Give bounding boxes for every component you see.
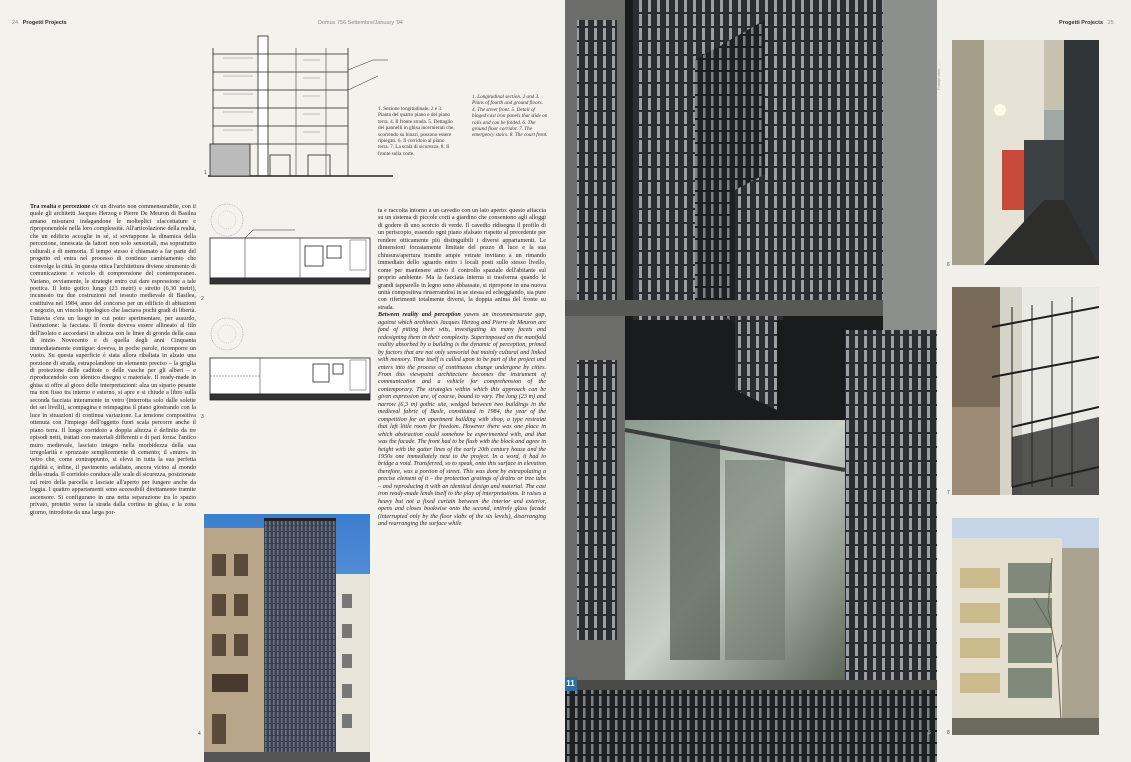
- right-page: [565, 0, 1131, 762]
- col1-lead: Tra realtà e percezione: [30, 204, 91, 210]
- right-page-number: 25: [1107, 20, 1114, 26]
- fourth-floor-plan: [205, 200, 375, 306]
- figure-number-1: 1: [204, 170, 207, 176]
- cast-iron-panels-photo: [565, 0, 937, 762]
- left-section-label: Progetti Projects: [22, 20, 67, 26]
- col2-english-text: yawns an incommensurate gap, against which architects Jacques Herzog and Pierre de Meuron are fond of pitting their wits, investigating its many facets and redesigning them in their complexity. Superimposed on the manifold reality absorbed by a building is the dynamic of perception, primed by factors that are not only sensorial but mainly cultural and linked with memory. Time itself is called upon to be part of the project and enters into the process of continuous change undergone by cities. From this viewpoint architecture becomes the instrument of communication and a vehicle for comprehension of the contemporary. The strategies within which this approach can be given expression are, of course, bound to vary. The long (23 m) and narrow (6,3 m) gothic site, wedged between two buildings in the medieval fabric of Basle, constituted in 1984, the year of the competition for an apartment building with shop, a type restraint that left little room for freedom. However there was one place in which abstraction could somehow be experimented with, and that was the facade. The front had to be flush with the block and agree in height with the gutter lines of the early 20th century house and the 1950s one immediately next to the project. In a word, it had to bridge a void. Transferred, so to speak, onto this surface in elevation therefore, was a portion of street. This was done by extrapolating a precise element of it – the protection gratings of drains or tree tubs – and reproducing it with an identical design and material. The cast iron ready-made lends itself to the play of interpretations. It raises a heavy but not a fixed curtain between the interior and exterior, opens and closes bookwise onto the second, entirely glass facade (interrupted only by the floor slabs of the six levels), disarranging and rearranging the surface while: [378, 312, 546, 528]
- body-column-2: [378, 208, 546, 756]
- ground-floor-corridor-photo: [952, 40, 1099, 265]
- right-section-label: Progetti Projects: [1059, 20, 1104, 26]
- body-column-1: [30, 204, 196, 756]
- col2-italian-text: ta e raccolta intorno a un cavedio con un lato aperto: questo affaccia su un sistema di piccole corti a giardino che consentono agli alloggi di godere di uno scorcio di verde. Il cavedio ridisegna il profilo di un periscopio, essendo ogni piano sfalsato rispetto al precedente per rendere otticamente più distinguibili i diversi appartamenti. Le dimensioni forzatamente limitate del pozzo di luce e la sua chiusura/apertura tramite ampie vetrate invitano a un rimando immediato dello sguardo entro i locali posti sullo stesso livello, come per mantenere attivo il controllo spaziale dell'abitante sul proprio ambiente. Ma la facciata interna si trasforma quando le grandi tapparelle in legno sono abbassate, si ripropone in una nuova unità compositiva rinserrandosi in se stessa ed echeggiando, sia pure con riferimenti totalmente diversi, la doppia anima del fronte su strada.: [378, 208, 546, 311]
- emergency-stairs-photo: [952, 287, 1099, 495]
- col1-text: c'è un divario non commensurabile, con il quale gli architetti Jacques Herzog e Pierre De Meuron di Basilea amano misurarsi indagandone le molteplici sfaccettature e riproponendole nella loro complessità. All'articolazione della realtà, che un edificio accoglie in sé, si sovrappone la dinamica della percezione, innescata da fattori non solo sensoriali, ma soprattutto culturali e di memoria. Il tempo stesso è chiamato a far parte del progetto ed entra nel processo di continuo cambiamento che coinvolge la città. In questa ottica l'architettura diviene strumento di comunicazione e veicolo di comprensione del contemporaneo. Variano, ovviamente, le strategie entro cui dare espressione a tale poetica. Il lotto gotico lungo (23 metri) e stretto (6,30 metri), incuneato tra due costruzioni nel tessuto medievale di Basilea, costituiva nel 1984, anno del concorso per un edificio di abitazioni e negozio, un vincolo tipologico che lasciava pochi gradi di libertà. Tuttavia c'era un luogo in cui poter sperimentare, per assurdo, l'astrazione: la facciata. Il fronte doveva essere allineato al filo dell'isolato e accordarsi in altezza con le linee di gronda della casa di inizio Novecento e di quella degli anni Cinquanta immediatamente contigue: doveva, in poche parole, ricomporre un vuoto. Su questa superficie è stata allora ribaltata in alzato una porzione di strada, estrapolandone un elemento preciso – la griglia di protezione delle caditoie o delle vasche per gli alberi – e riproducendolo con identico disegno e materiale. Il ready-made in ghisa si offre al gioco delle interpretazioni: alza un sipario pesante ma non fisso tra interno e esterno, si apre e si chiude a libro sulla seconda facciata interamente in vetro (interrotta solo dalle solette dei sei livelli), scompagina e reimpagina il piano giostrando con la luce in situazioni di continua variazione. La tensione compositiva ottenuta con l'impiego dell'oggetto fuori scala percorre anche il piano terra. Il lungo corridoio a doppia altezza è definito da tre episodi netti, trattati con materiali differenti e di pari forza: l'antico muro medievale, lasciato integro nella morbidezza della sua irregolarità e spruzzato semplicemente di cemento; il «muro» in vetro che, come contrappunto, si eleva in tutta la sua perfetta rigidità e, infine, il pavimento asfaltato, ancora vicino al mondo della strada. Il corridoio conduce alle scale di sicurezza, posizionate sul retro della parcella e lasciate all'aperto per fungere anche da loggia. I quattro appartamenti sono accessibili direttamente tramite ascensore. Si configurano in una netta separazione tra lo spazio privato, protetto verso la strada dalla cortina in ghisa, e la zona giorno, introdotta da una larga por-: [30, 204, 196, 516]
- ground-floor-plan: [205, 312, 375, 422]
- figure-number-5: 5: [928, 730, 931, 736]
- figure-number-6: 6: [947, 262, 950, 268]
- caption-italian: 1. Sezione longitudinale. 2 e 3. Pianta del quarto piano e del piano terra. 4. Il fronte strada. 5. Dettaglio dei pannelli in ghisa incernierati che, scorrendo su binari, possono essere ripiegati. 6. Il corridoio al piano terra. 7. La scala di sicurezza. 8. Il fronte sulla corte.: [378, 106, 455, 157]
- left-page-number: 24: [12, 20, 19, 26]
- left-page-header: [12, 20, 67, 26]
- photo-credit: Foto/photos: ...: [936, 63, 941, 90]
- court-front-photo: [952, 518, 1099, 735]
- right-page-header: [1059, 20, 1114, 26]
- figure-number-8: 8: [947, 730, 950, 736]
- figure-number-4: 4: [198, 731, 201, 737]
- left-page: [0, 0, 565, 762]
- col2-lead-english: Between reality and perception: [378, 312, 461, 319]
- center-magazine-title: Domus 756 Settembre/January '94: [318, 20, 403, 26]
- figure-number-7: 7: [947, 490, 950, 496]
- street-front-photo: [204, 514, 370, 762]
- section-drawing: [208, 30, 398, 180]
- page-tab-badge: 11: [565, 677, 577, 691]
- figure-number-3: 3: [201, 414, 204, 420]
- figure-number-2: 2: [201, 296, 204, 302]
- caption-english: 1. Longitudinal section. 2 and 3. Plans of fourth and ground floors. 4. The street front. 5. Detail of hinged cast iron panels that slide on rails and can be folded. 6. The ground floor corridor. 7. The emergency stairs. 8. The court front.: [472, 94, 548, 139]
